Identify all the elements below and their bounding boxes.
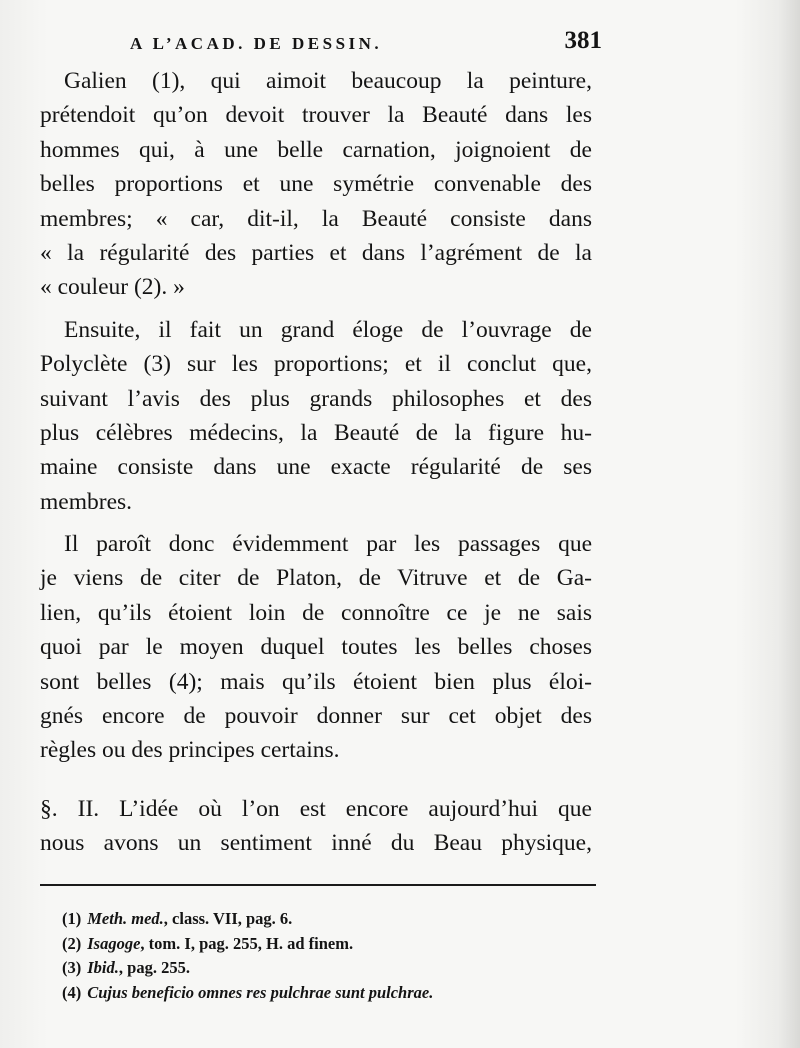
- text-line: Ensuite, il fait un grand éloge de l’ouvrage de: [64, 316, 592, 343]
- text-line: prétendoit qu’on devoit trouver la Beauté dans les: [40, 102, 592, 129]
- running-title: A L’ACAD. DE DESSIN.: [130, 34, 383, 53]
- footnote-text: , class. VII, pag. 6.: [163, 909, 293, 928]
- footnotes: [62, 907, 582, 1005]
- footnote: [62, 956, 582, 981]
- text-line: je viens de citer de Platon, de Vitruve et de Ga-: [40, 565, 592, 592]
- text-line: Il paroît donc évidemment par les passages que: [64, 531, 592, 558]
- text-line: « couleur (2). »: [40, 274, 185, 301]
- text-line: sont belles (4); mais qu’ils étoient bien plus éloi-: [40, 668, 592, 695]
- text-line: Polyclète (3) sur les proportions; et il conclut que,: [40, 351, 592, 378]
- text-line: nous avons un sentiment inné du Beau physique,: [40, 830, 592, 857]
- text-line: maine consiste dans une exacte régularité de ses: [40, 454, 592, 481]
- text-line: plus célèbres médecins, la Beauté de la figure hu-: [40, 419, 592, 446]
- footnote-text: , pag. 255.: [118, 958, 190, 977]
- page-edge-shadow: [778, 0, 800, 1048]
- body-text: [40, 64, 592, 861]
- text-line: règles ou des principes certains.: [40, 737, 340, 764]
- footnote: [62, 907, 582, 932]
- running-head: [130, 27, 602, 58]
- section-heading-line: §. II. L’idée où l’on est encore aujourd’hui que: [40, 795, 592, 822]
- footnote-number: (1): [62, 909, 82, 928]
- footnote-number: (2): [62, 933, 82, 953]
- footnote-citation: Ibid.: [87, 958, 119, 977]
- footnote: [62, 932, 582, 957]
- footnote-citation: Meth. med.: [87, 909, 164, 928]
- text-line: belles proportions et une symétrie convenable des: [40, 171, 592, 198]
- text-line: Galien (1), qui aimoit beaucoup la peinture,: [64, 68, 592, 94]
- footnote-citation: Isagoge: [87, 933, 141, 953]
- text-line: quoi par le moyen duquel toutes les belles choses: [40, 634, 592, 661]
- text-line: hommes qui, à une belle carnation, joignoient de: [40, 136, 592, 163]
- text-line: membres; « car, dit-il, la Beauté consiste dans: [40, 205, 592, 232]
- footnote-rule: [40, 884, 596, 886]
- footnote-citation: Cujus beneficio omnes res pulchrae sunt pulchrae.: [87, 982, 434, 1002]
- footnote: [62, 981, 582, 1006]
- page-number: 381: [564, 27, 602, 54]
- text-line: lien, qu’ils étoient loin de connoître ce je ne sais: [40, 599, 592, 626]
- text-line: membres.: [40, 488, 133, 515]
- text-line: gnés encore de pouvoir donner sur cet objet des: [40, 703, 592, 730]
- text-line: « la régularité des parties et dans l’agrément de la: [40, 239, 592, 266]
- footnote-number: (4): [62, 982, 82, 1002]
- footnote-number: (3): [62, 958, 82, 977]
- text-line: suivant l’avis des plus grands philosophes et des: [40, 385, 592, 412]
- footnote-text: , tom. I, pag. 255, H. ad finem.: [140, 933, 354, 953]
